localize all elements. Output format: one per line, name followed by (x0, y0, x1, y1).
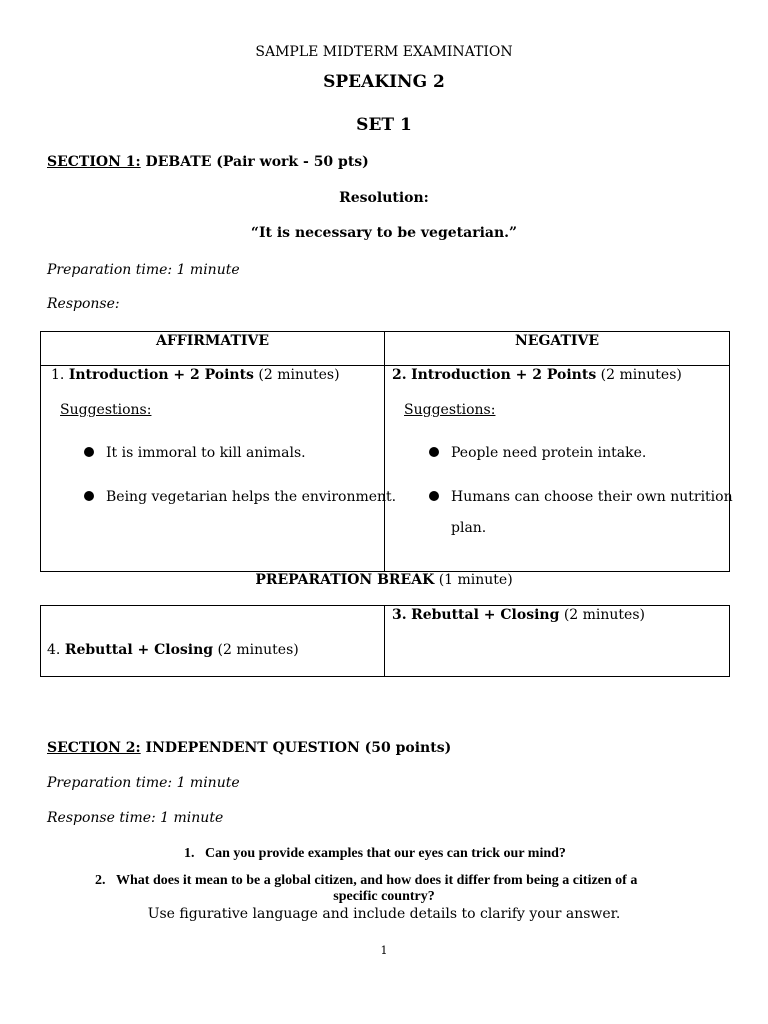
break-title: PREPARATION BREAK (255, 572, 435, 588)
section1-response: Response: (47, 296, 120, 312)
aff-suggestion-2: Being vegetarian helps the environment. (84, 489, 396, 505)
section1-prep-time: Preparation time: 1 minute (47, 262, 240, 278)
question-2-cont: specific country? (333, 889, 435, 904)
section2-title: INDEPENDENT QUESTION (50 points) (145, 740, 452, 756)
section2-response-time: Response time: 1 minute (47, 810, 224, 826)
set-title: SET 1 (356, 115, 412, 135)
neg-rebuttal: 3. Rebuttal + Closing (2 minutes) (392, 607, 645, 623)
header-negative: NEGATIVE (514, 333, 600, 349)
rebuttal-table (40, 605, 730, 677)
neg-intro (392, 367, 682, 383)
bullet-icon (84, 447, 94, 457)
neg-suggestion-2: Humans can choose their own nutrition (429, 489, 733, 505)
resolution-label: Resolution: (339, 190, 429, 206)
aff-intro-time: (2 minutes) (258, 367, 340, 383)
aff-suggestions-label: Suggestions: (60, 402, 152, 418)
bullet-icon (84, 491, 94, 501)
subject-title: SPEAKING 2 (323, 72, 445, 92)
question-2: 2. What does it mean to be a global citizen, and how does it differ from being a citizen of a (95, 873, 638, 888)
aff-rebuttal: 4. Rebuttal + Closing (2 minutes) (47, 642, 299, 658)
neg-suggestions-label: Suggestions: (404, 402, 496, 418)
section2-prep-time: Preparation time: 1 minute (47, 775, 240, 791)
aff-suggestion-1: It is immoral to kill animals. (84, 445, 306, 461)
aff-intro (51, 367, 340, 383)
page-number: 1 (380, 944, 388, 957)
neg-intro-number: 2. (392, 367, 407, 383)
question-1: 1. Can you provide examples that our eyes can trick our mind? (184, 846, 566, 861)
aff-intro-number: 1. (51, 367, 65, 383)
instruction-note: Use figurative language and include details to clarify your answer. (147, 906, 621, 922)
break-time: (1 minute) (438, 572, 513, 588)
debate-table (40, 331, 733, 572)
preparation-break (0, 572, 768, 588)
section2-heading (47, 740, 451, 756)
neg-intro-time: (2 minutes) (600, 367, 682, 383)
column-divider (384, 332, 385, 571)
column-divider (384, 606, 385, 676)
header-divider (41, 365, 729, 366)
section1-label: SECTION 1: (47, 154, 141, 170)
bullet-icon (429, 447, 439, 457)
section1-heading (47, 154, 369, 170)
neg-intro-title: Introduction + 2 Points (411, 367, 597, 383)
header-affirmative: AFFIRMATIVE (155, 333, 270, 349)
resolution-text: “It is necessary to be vegetarian.” (250, 225, 518, 241)
exam-title: SAMPLE MIDTERM EXAMINATION (255, 44, 513, 60)
aff-intro-title: Introduction + 2 Points (68, 367, 254, 383)
section2-label: SECTION 2: (47, 740, 141, 756)
neg-suggestion-1: People need protein intake. (429, 445, 646, 461)
neg-suggestion-2-cont: plan. (451, 520, 487, 536)
bullet-icon (429, 491, 439, 501)
section1-title: DEBATE (Pair work - 50 pts) (145, 154, 369, 170)
